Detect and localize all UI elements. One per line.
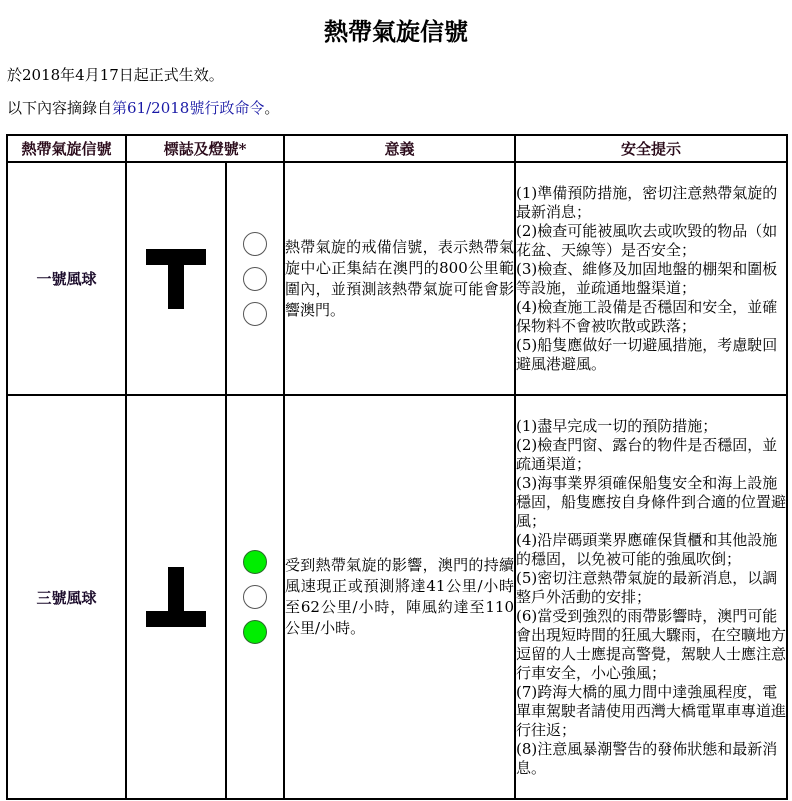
tip-item: (2)檢查門窗、露台的物件是否穩固，並疏通渠道； bbox=[516, 435, 778, 473]
light-green-icon bbox=[243, 620, 267, 644]
signal-name: 一號風球 bbox=[7, 162, 126, 395]
tip-item: (5)密切注意熱帶氣旋的最新消息，以調整戶外活動的安排； bbox=[516, 568, 778, 606]
safety-tips bbox=[515, 162, 787, 395]
inverted-t-shape-icon bbox=[146, 567, 206, 627]
signal-table bbox=[6, 134, 788, 800]
tip-item: (3)海事業界須確保船隻安全和海上設施穩固，船隻應按自身條件到合適的位置避風； bbox=[516, 473, 787, 530]
safety-tips bbox=[515, 395, 787, 799]
header-safety-tips: 安全提示 bbox=[515, 135, 787, 162]
signal-name: 三號風球 bbox=[7, 395, 126, 799]
header-signal: 熱帶氣旋信號 bbox=[7, 135, 126, 162]
signal-lights-cell bbox=[226, 162, 284, 395]
effective-date-text: 於2018年4月17日起正式生效。 bbox=[7, 66, 224, 84]
light-off-icon bbox=[243, 302, 267, 326]
tip-item: (1)盡早完成一切的預防措施； bbox=[516, 416, 718, 435]
table-row-signal-3 bbox=[7, 395, 787, 799]
header-symbol-lights: 標誌及燈號* bbox=[126, 135, 284, 162]
source-suffix: 。 bbox=[264, 99, 280, 117]
tip-item: (5)船隻應做好一切避風措施，考慮駛回避風港避風。 bbox=[516, 335, 778, 373]
t-shape-icon bbox=[146, 249, 206, 309]
tip-item: (2)檢查可能被風吹去或吹毀的物品（如花盆、天線等）是否安全； bbox=[516, 221, 778, 259]
signal-symbol-cell bbox=[126, 162, 226, 395]
signal-lights-cell bbox=[226, 395, 284, 799]
tip-item: (6)當受到強烈的雨帶影響時，澳門可能會出現短時間的狂風大驟雨，在空曠地方逗留的人士應提高警覺，駕駛人士應注意行車安全，小心強風； bbox=[516, 606, 787, 682]
tip-item: (8)注意風暴潮警告的發佈狀態和最新消息。 bbox=[516, 739, 778, 777]
header-meaning: 意義 bbox=[284, 135, 515, 162]
tip-item: (1)準備預防措施，密切注意熱帶氣旋的最新消息； bbox=[516, 183, 778, 221]
signal-meaning: 受到熱帶氣旋的影響，澳門的持續風速現正或預測將達41公里/小時至62公里/小時，陣風約達至110公里/小時。 bbox=[284, 395, 515, 799]
table-header-row bbox=[7, 135, 787, 162]
source-prefix: 以下內容摘錄自 bbox=[7, 99, 113, 117]
light-green-icon bbox=[243, 550, 267, 574]
light-off-icon bbox=[243, 585, 267, 609]
table-row-signal-1 bbox=[7, 162, 787, 395]
signal-meaning: 熱帶氣旋的戒備信號，表示熱帶氣旋中心正集結在澳門的800公里範圍內，並預測該熱帶氣旋可能會影響澳門。 bbox=[284, 162, 515, 395]
source-text bbox=[7, 97, 279, 118]
tip-item: (7)跨海大橋的風力間中達強風程度，電單車駕駛者請使用西灣大橋電單車專道進行往返； bbox=[516, 682, 787, 739]
page-title: 熱帶氣旋信號 bbox=[324, 17, 468, 46]
tip-item: (4)沿岸碼頭業界應確保貨櫃和其他設施的穩固，以免被可能的強風吹倒； bbox=[516, 530, 778, 568]
light-off-icon bbox=[243, 267, 267, 291]
signal-symbol-cell bbox=[126, 395, 226, 799]
light-off-icon bbox=[243, 232, 267, 256]
tip-item: (4)檢查施工設備是否穩固和安全，並確保物料不會被吹散或跌落； bbox=[516, 297, 778, 335]
tip-item: (3)檢查、維修及加固地盤的棚架和圍板等設施，並疏通地盤渠道； bbox=[516, 259, 778, 297]
executive-order-link[interactable]: 第61/2018號行政命令 bbox=[112, 99, 265, 117]
